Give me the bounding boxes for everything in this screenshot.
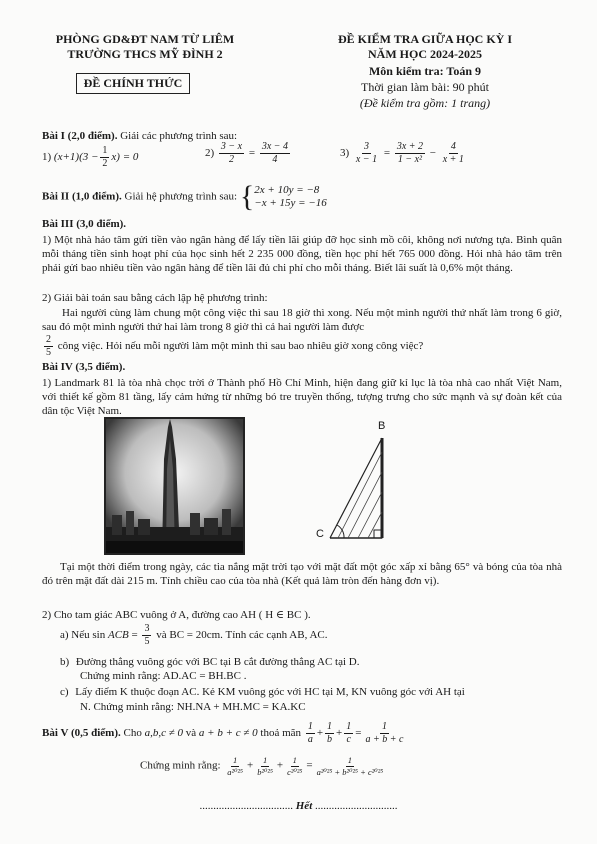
proof-frac-b-den: b²⁰²⁵ — [257, 766, 273, 777]
part-a-frac-den: 5 — [144, 636, 150, 647]
eq1-factor-b: (3 − — [79, 151, 99, 164]
proof-frac-b-num: 1 — [262, 755, 268, 765]
eq2-fraction-right — [260, 142, 290, 165]
end-marker — [0, 800, 597, 812]
problem-2-intro: Giải hệ phương trình sau: — [121, 190, 238, 203]
problem-2 — [42, 182, 327, 212]
proof-frac-a-den: a²⁰²⁵ — [227, 766, 243, 777]
cond-frac-c-num: 1 — [346, 721, 352, 732]
eq3-fraction-1 — [354, 142, 379, 165]
part-a-text-2: và BC = 20cm. Tính các cạnh AB, AC. — [153, 629, 328, 642]
eq1-label: 1) — [42, 151, 52, 164]
exam-title: ĐỀ KIỂM TRA GIỮA HỌC KỲ I — [337, 32, 513, 46]
department-name: PHÒNG GD&ĐT NAM TỪ LIÊM — [55, 32, 235, 46]
cond-frac-sum — [363, 722, 405, 745]
eq3-minus: − — [429, 147, 436, 160]
plus-sign: + — [276, 759, 284, 772]
condition-and: và — [183, 727, 199, 740]
problem-3-part-2-end — [42, 335, 423, 358]
school-name: TRƯỜNG THCS MỸ ĐÌNH 2 — [67, 47, 223, 61]
cond-frac-a-den: a — [307, 734, 313, 745]
eq1-rest: x) = 0 — [111, 151, 139, 164]
cond-frac-sum-num: 1 — [381, 721, 387, 732]
eq1-factor-a: (x+1) — [53, 151, 80, 164]
problem-3-title: Bài III (3,0 điểm). — [42, 218, 127, 230]
part-c-text: Lấy điểm K thuộc đoạn AC. Kẻ KM vuông góc với HC tại M, KN vuông góc với AH tại — [75, 686, 465, 698]
equation-1 — [42, 146, 138, 169]
eq1-frac-den: 2 — [102, 158, 108, 169]
problem-1-intro: Giải các phương trình sau: — [117, 130, 238, 142]
end-dots-left: .................................. — [199, 800, 293, 812]
plus-sign: + — [246, 759, 254, 772]
prove-label: Chứng minh rằng: — [140, 759, 221, 772]
problem-5-intro: Cho — [120, 727, 145, 740]
problem-1-heading — [42, 130, 237, 142]
proof-frac-a-num: 1 — [233, 755, 238, 765]
cond-frac-b-num: 1 — [327, 721, 333, 732]
part-b-text: Đường thẳng vuông góc với BC tại B cắt đường thẳng AC tại D. — [75, 656, 360, 668]
p2-frac-den: 5 — [46, 347, 51, 358]
tower-photo-illustration — [106, 419, 243, 553]
part-b — [60, 656, 360, 668]
vertex-label-c: C — [316, 528, 324, 540]
plus-sign: + — [336, 727, 343, 740]
cond-frac-sum-den: a + b + c — [365, 734, 404, 745]
part-a-frac-num: 3 — [144, 623, 150, 634]
eq2-frac1-num: 3 − x — [220, 141, 243, 152]
end-text: Hết — [295, 800, 313, 812]
system-brace: { — [239, 180, 255, 213]
problem-3-part-2-title: 2) Giải bài toán sau bằng cách lập hệ phương trình: — [42, 292, 268, 304]
eq3-fraction-2 — [395, 142, 425, 165]
part-a — [60, 624, 328, 647]
problem-3-part-2: Hai người cùng làm chung một công việc thì sau 18 giờ thì xong. Nếu một mình người thứ nhất làm trong 6 giờ, sau đó một mình người thứ hai làm trong 8 giờ thì cả hai người làm được — [42, 307, 562, 334]
condition-1: a,b,c ≠ 0 — [144, 727, 184, 740]
eq3-frac1-den: x − 1 — [355, 154, 378, 165]
proof-frac-sum — [315, 756, 386, 776]
cond-frac-a-num: 1 — [307, 721, 313, 732]
cond-frac-c — [344, 722, 353, 745]
eq2-frac1-den: 2 — [229, 154, 235, 165]
proof-frac-b — [255, 756, 275, 776]
exam-time: Thời gian làm bài: 90 phút — [361, 80, 489, 94]
proof-frac-sum-den: a²⁰²⁵ + b²⁰²⁵ + c²⁰²⁵ — [316, 766, 384, 777]
eq2-frac2-den: 4 — [272, 154, 278, 165]
system-line-2: −x + 15y = −16 — [254, 197, 327, 209]
condition-satisfy: thoả mãn — [257, 727, 304, 740]
part-a-fraction — [142, 624, 151, 647]
problem-4-title: Bài IV (3,5 điểm). — [42, 361, 126, 373]
p2-question: công việc. Hỏi nếu mỗi người làm một mình thì sau bao nhiêu giờ xong công việc? — [55, 340, 424, 353]
eq3-label: 3) — [340, 147, 350, 160]
eq3-frac3-den: x + 1 — [442, 154, 464, 165]
equals-sign: = — [306, 759, 313, 772]
eq3-frac1-num: 3 — [364, 141, 370, 152]
landmark-81-photo — [104, 417, 245, 555]
proof-frac-c-den: c²⁰²⁵ — [287, 766, 303, 777]
proof-frac-c — [285, 756, 304, 776]
eq2-label: 2) — [205, 147, 215, 160]
eq2-frac2-num: 3x − 4 — [261, 141, 289, 152]
end-dots-right: .............................. — [315, 800, 398, 812]
part-b-proof: Chứng minh rằng: AD.AC = BH.BC . — [80, 670, 247, 682]
part-a-text-1: Nếu sin — [71, 629, 108, 642]
problem-5 — [42, 722, 407, 745]
cond-frac-b — [325, 722, 334, 745]
equation-system — [254, 184, 326, 210]
part-c — [60, 686, 465, 698]
system-line-1: 2x + 10y = −8 — [254, 184, 320, 196]
equation-3 — [340, 142, 468, 165]
eq3-fraction-3 — [441, 142, 466, 165]
proof-frac-sum-num: 1 — [347, 755, 353, 765]
problem-5-proof — [140, 756, 387, 776]
eq1-fraction — [100, 146, 109, 169]
problem-4-part-1: 1) Landmark 81 là tòa nhà chọc trời ở Thành phố Hồ Chí Minh, hiện đang giữ kỉ lục là tòa nhà cao nhất Việt Nam, với thiết kế gồm 81 tầng, lấy cảm hứng từ những bó tre truyền thống, tượng trưng cho sức mạnh và sự đoàn kết của dân tộc Việt Nam. — [42, 377, 562, 418]
plus-sign: + — [316, 727, 324, 740]
cond-frac-a — [306, 722, 315, 745]
part-c-proof: N. Chứng minh rằng: NH.NA + MH.MC = KA.KC — [80, 701, 306, 713]
vertex-label-b: B — [378, 420, 386, 432]
triangle-figure — [300, 420, 410, 546]
eq3-frac2-num: 3x + 2 — [396, 141, 424, 152]
eq3-frac2-den: 1 − x² — [397, 154, 423, 165]
official-exam-box: ĐỀ CHÍNH THỨC — [76, 73, 190, 94]
problem-4-part-2: 2) Cho tam giác ABC vuông ở A, đường cao AH ( H ∈ BC ). — [42, 609, 311, 621]
part-b-label: b) — [60, 656, 70, 668]
proof-frac-c-num: 1 — [292, 755, 297, 765]
eq2-equals: = — [248, 147, 256, 160]
eq3-frac3-num: 4 — [450, 141, 456, 152]
proof-frac-a — [225, 756, 245, 776]
part-a-equals: = — [128, 629, 141, 642]
part-c-label: c) — [60, 686, 69, 698]
condition-2: a + b + c ≠ 0 — [198, 727, 258, 740]
problem-4-part-1-continued: Tại một thời điểm trong ngày, các tia nắng mặt trời tạo với mặt đất một góc xấp xỉ bằng 65° và bóng của tòa nhà đó trên mặt đất dài 215 m. Tính chiều cao của tòa nhà (Kết quả làm tròn đến hàng đơn vị). — [42, 561, 562, 588]
part-a-angle: ACB — [107, 629, 129, 642]
problem-5-title: Bài V (0,5 điểm). — [42, 727, 121, 740]
exam-subject: Môn kiểm tra: Toán 9 — [368, 64, 481, 78]
equals-sign: = — [355, 727, 362, 740]
p2-fraction — [44, 335, 53, 358]
part-a-label: a) — [60, 629, 69, 642]
eq1-frac-num: 1 — [102, 145, 108, 156]
p2-frac-num: 2 — [46, 334, 51, 345]
school-year: NĂM HỌC 2024-2025 — [368, 47, 482, 61]
problem-2-title: Bài II (1,0 điểm). — [42, 190, 122, 203]
problem-3-part-1: 1) Một nhà hảo tâm gửi tiền vào ngân hàng để lấy tiền lãi giúp đỡ học sinh mồ côi, không nơi nương tựa. Bình quân mỗi tháng tiền sinh hoạt phí của học sinh hết 2 235 000 đồng, tiền học phí hết 765 000 đồng. Hỏi nhà hảo tâm trên phải gửi bao nhiêu tiền vào ngân hàng để tiền lãi đủ chi phí cho mỗi tháng. Biết lãi suất là 0,6% một tháng. — [42, 234, 562, 275]
cond-frac-b-den: b — [327, 734, 333, 745]
equation-2 — [205, 142, 292, 165]
page-count-note: (Đề kiểm tra gồm: 1 trang) — [359, 96, 491, 110]
problem-1-title: Bài I (2,0 điểm). — [42, 130, 118, 142]
eq3-equals: = — [383, 147, 391, 160]
eq2-fraction-left — [219, 142, 244, 165]
cond-frac-c-den: c — [346, 734, 351, 745]
